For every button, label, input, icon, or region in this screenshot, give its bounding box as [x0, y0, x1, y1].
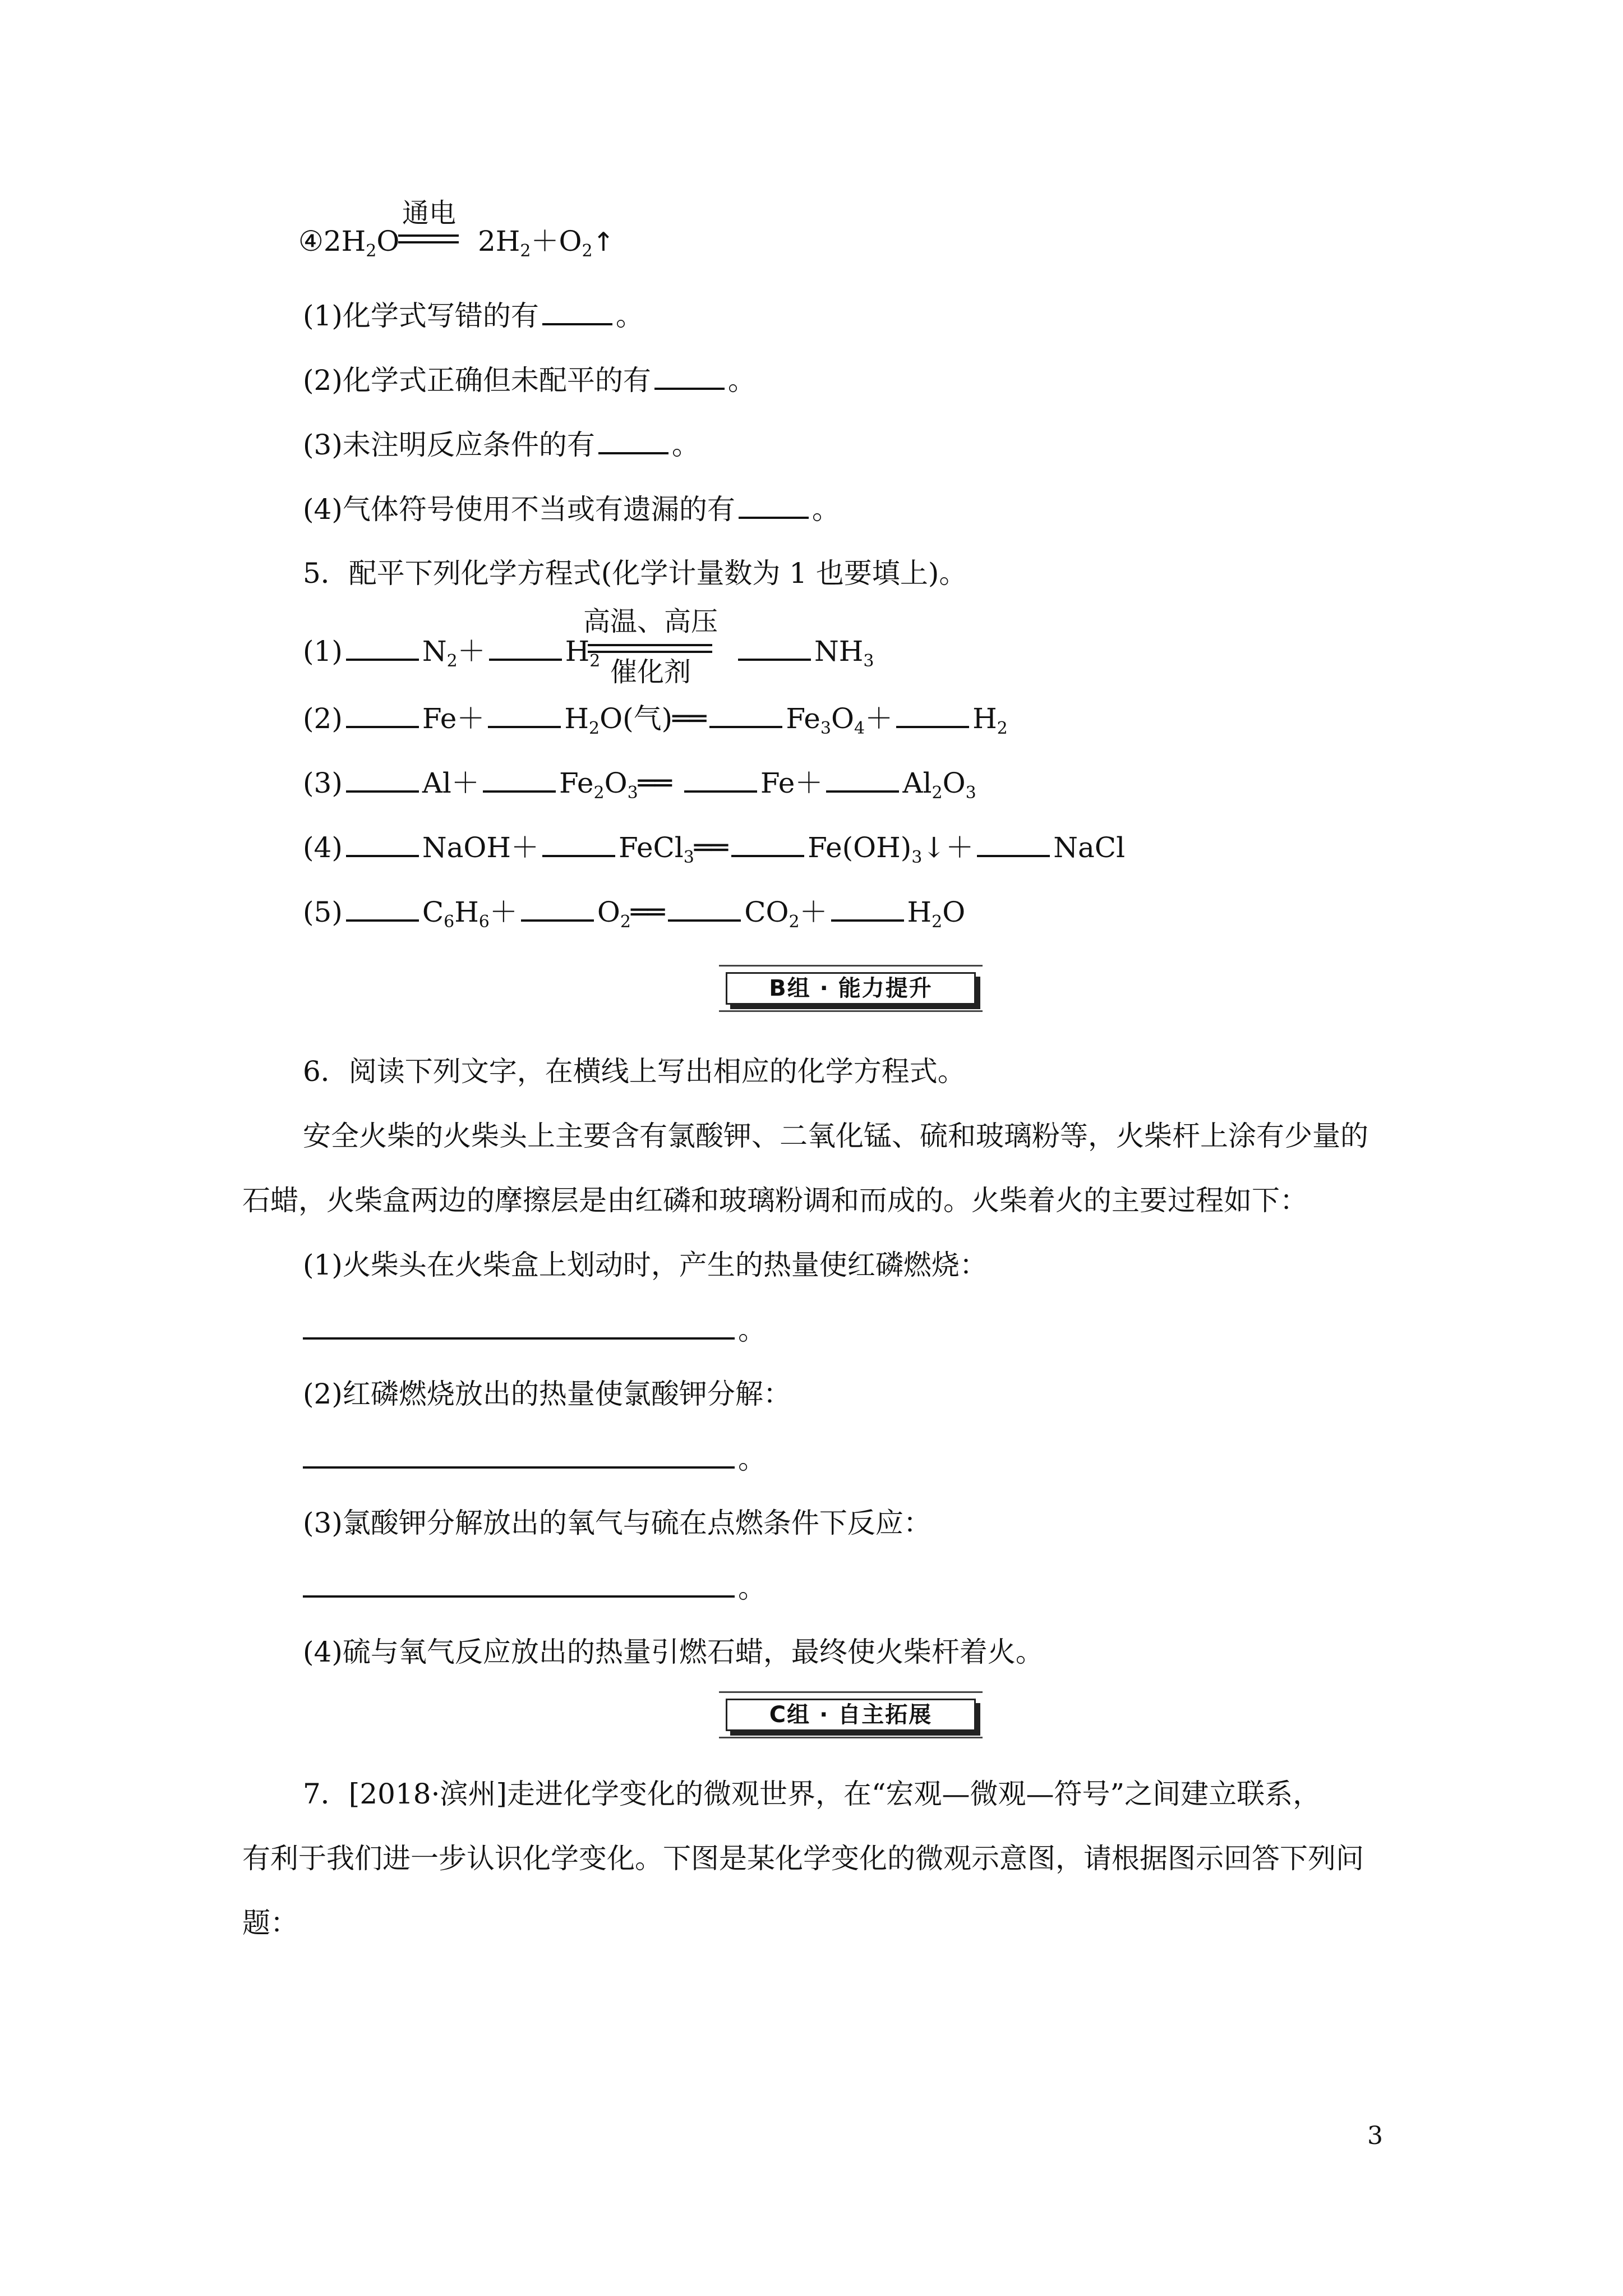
q6-paragraph-line2: 石蜡，火柴盒两边的摩擦层是由红磷和玻璃粉调和而成的。火柴着火的主要过程如下：: [242, 1184, 1308, 1217]
section-banner-b: [719, 965, 983, 1012]
eq4-lhs: $④2H_2O$: [298, 225, 400, 261]
coefficient-blank[interactable]: [346, 701, 419, 728]
coefficient-blank[interactable]: [521, 895, 594, 922]
eq4-condition: 通电: [402, 197, 456, 229]
q7-line3: 题：: [242, 1907, 298, 1939]
q6-title: 6．阅读下列文字，在横线上写出相应的化学方程式。: [303, 1055, 966, 1088]
coefficient-blank[interactable]: [684, 766, 757, 793]
eq4-rhs: $2H_2+O_2↑$: [478, 225, 615, 261]
eq5-4: (4) NaOH＋ FeCl$_3$══ $Fe(OH)_3↓+$ NaCl: [303, 831, 1126, 867]
equation-answer-line[interactable]: [303, 1571, 735, 1598]
coefficient-blank[interactable]: [668, 895, 741, 922]
coefficient-blank[interactable]: [489, 634, 562, 661]
q7-line2: 有利于我们进一步认识化学变化。下图是某化学变化的微观示意图，请根据图示回答下列问: [242, 1842, 1364, 1875]
section-banner-c-label: C组 · 自主拓展: [726, 1699, 976, 1731]
coefficient-blank[interactable]: [346, 830, 419, 857]
coefficient-blank[interactable]: [346, 634, 419, 661]
coefficient-blank[interactable]: [346, 895, 419, 922]
coefficient-blank[interactable]: [977, 830, 1050, 857]
coefficient-blank[interactable]: [738, 634, 811, 661]
q4-part1: (1)化学式写错的有 。: [303, 300, 644, 332]
answer-blank[interactable]: [654, 363, 725, 390]
equation-answer-line[interactable]: [303, 1313, 735, 1340]
q4-part2: (2)化学式正确但未配平的有 。: [303, 364, 756, 397]
eq4-equals-sign: [398, 234, 459, 243]
eq5-2: (2) $Fe+ H_2O$(气)══ $Fe_3O_4+ H_2$: [303, 702, 1008, 738]
eq5-1-lhs: (1) $N_2+ H_2$: [303, 635, 601, 671]
eq4-line: [298, 224, 400, 261]
q5-title: 5．配平下列化学方程式(化学计量数为 1 也要填上)。: [303, 557, 967, 590]
eq5-1-equals-sign: [588, 644, 712, 653]
eq5-3: (3) $Al+ Fe_2O_3══$ $Fe+ Al_2O_3$: [303, 767, 976, 803]
coefficient-blank[interactable]: [542, 830, 615, 857]
coefficient-blank[interactable]: [709, 701, 782, 728]
eq5-1-condition-bottom: 催化剂: [610, 656, 691, 688]
page-number: 3: [1367, 2122, 1383, 2150]
coefficient-blank[interactable]: [826, 766, 899, 793]
coefficient-blank[interactable]: [488, 701, 561, 728]
eq5-1-condition-top: 高温、高压: [583, 606, 718, 637]
q6-step1: (1)火柴头在火柴盒上划动时，产生的热量使红磷燃烧：: [303, 1249, 988, 1281]
q6-answer1: 。: [303, 1313, 766, 1347]
coefficient-blank[interactable]: [896, 701, 969, 728]
coefficient-blank[interactable]: [483, 766, 556, 793]
q4-part4: (4)气体符号使用不当或有遗漏的有 。: [303, 493, 840, 526]
q6-step4: (4)硫与氧气反应放出的热量引燃石蜡，最终使火柴杆着火。: [303, 1636, 1044, 1668]
q6-step2: (2)红磷燃烧放出的热量使氯酸钾分解：: [303, 1378, 791, 1410]
section-banner-c: [719, 1691, 983, 1738]
coefficient-blank[interactable]: [831, 895, 904, 922]
section-banner-b-label: B组 · 能力提升: [726, 972, 976, 1005]
q6-paragraph-line1: 安全火柴的火柴头上主要含有氯酸钾、二氧化锰、硫和玻璃粉等，火柴杆上涂有少量的: [303, 1120, 1368, 1152]
gas-up-arrow-icon: ↑: [592, 227, 615, 257]
q6-step3: (3)氯酸钾分解放出的氧气与硫在点燃条件下反应：: [303, 1507, 932, 1539]
q6-answer2: 。: [303, 1442, 766, 1476]
equation-answer-line[interactable]: [303, 1442, 735, 1469]
q4-part3: (3)未注明反应条件的有 。: [303, 429, 700, 461]
answer-blank[interactable]: [739, 492, 809, 519]
eq5-1-rhs: $NH_3$: [735, 634, 874, 668]
eq5-5: (5) $C_6H_6+$ $O_2══$ $CO_2+ H_2O$: [303, 896, 966, 932]
answer-blank[interactable]: [542, 298, 612, 325]
coefficient-blank[interactable]: [731, 830, 804, 857]
precipitate-down-arrow-icon: ↓＋: [922, 831, 974, 864]
q6-answer3: 。: [303, 1571, 766, 1605]
coefficient-blank[interactable]: [346, 766, 419, 793]
answer-blank[interactable]: [598, 427, 668, 454]
q7-line1: 7．[2018·滨州]走进化学变化的微观世界，在“宏观—微观—符号”之间建立联系，: [303, 1778, 1321, 1810]
